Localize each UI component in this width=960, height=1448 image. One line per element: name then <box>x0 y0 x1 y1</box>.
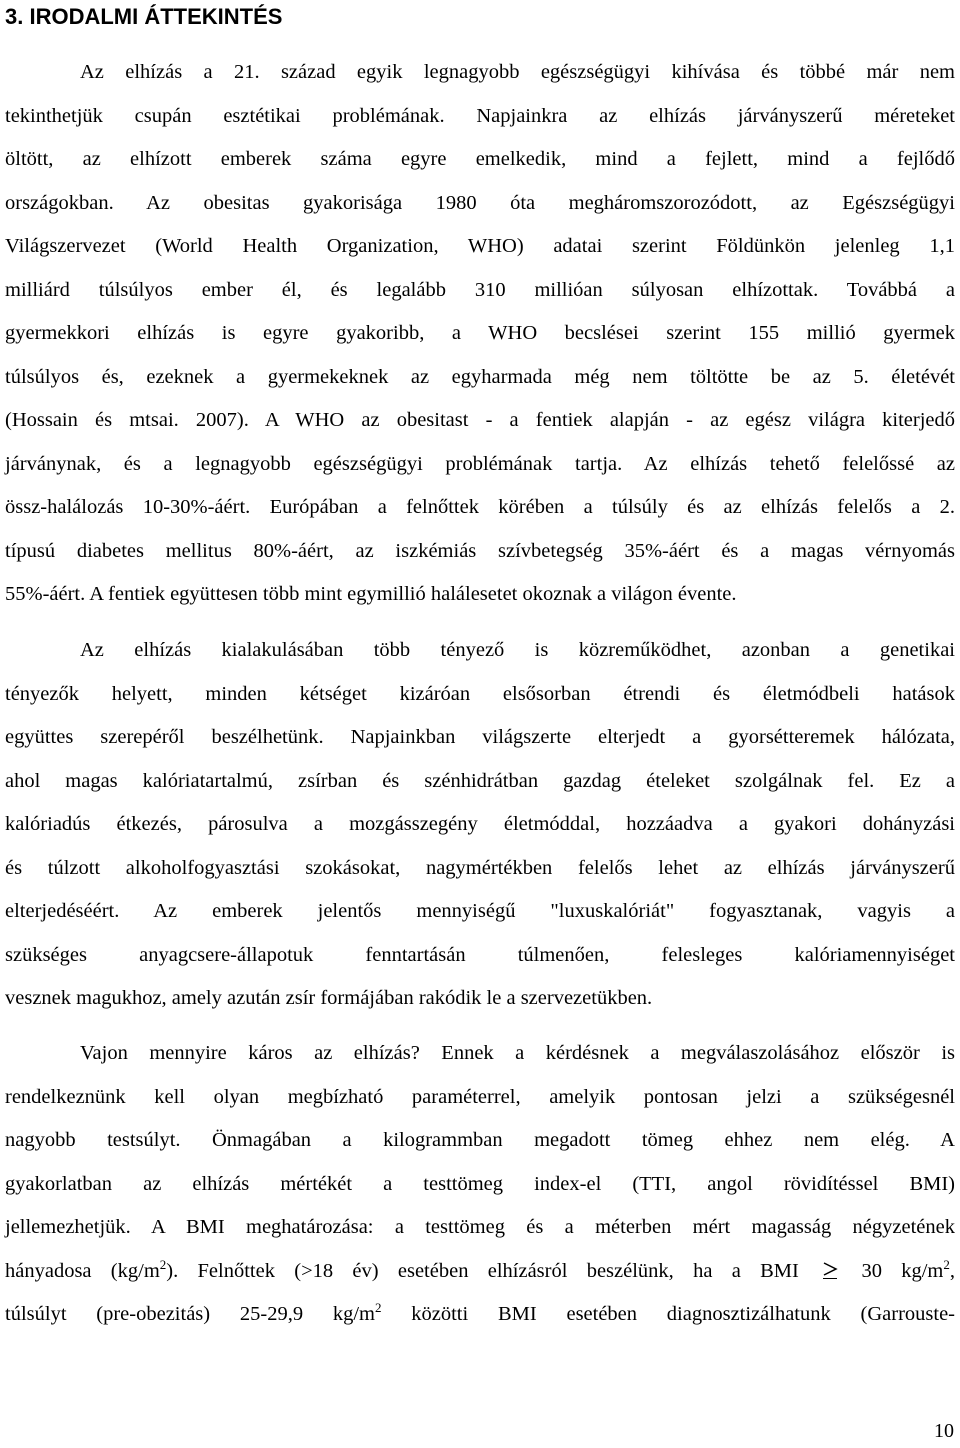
text-line: és túlzott alkoholfogyasztási szokásokat, nagymértékben felelős lehet az elhízás járványszerű <box>5 856 955 879</box>
text-line: gyakorlatban az elhízás mértékét a testtömeg index-el (TTI, angol rövidítéssel BMI) <box>5 1172 955 1195</box>
text-line: Világszervezet (World Health Organization, WHO) adatai szerint Földünkön jelenleg 1,1 <box>5 235 955 257</box>
text-line: öltött, az elhízott emberek száma egyre emelkedik, mind a fejlett, mind a fejlődő <box>5 148 955 170</box>
text-line: vesznek magukhoz, amely azután zsír formájában rakódik le a szervezetükben. <box>5 987 653 1009</box>
text-line: szükséges anyagcsere-állapotuk fenntartásán túlmenően, felesleges kalóriamennyiséget <box>5 943 955 966</box>
text-line: együttes szerepéről beszélhetünk. Napjainkban világszerte elterjedt a gyorsétteremek hálózata, <box>5 726 955 748</box>
text-line-bmi-definition <box>5 1250 955 1294</box>
text-line: országokban. Az obesitas gyakorisága 1980 óta megháromszorozódott, az Egészségügyi <box>5 191 955 214</box>
text-run: közötti BMI esetében diagnosztizálhatunk (Garrouste- <box>411 1303 956 1325</box>
text-line: nagyobb testsúlyt. Önmagában a kilogrammban megadott tömeg ehhez nem elég. A <box>5 1129 955 1151</box>
text-line: gyermekkori elhízás is egyre gyakoribb, a WHO becslései szerint 155 millió gyermek <box>5 322 955 344</box>
text-line: tényezők helyett, minden kétséget kizáróan elsősorban étrendi és életmódbeli hatások <box>5 682 955 705</box>
text-line: milliárd túlsúlyos ember él, és legalább 310 millióan súlyosan elhízottak. Továbbá a <box>5 278 955 301</box>
text-line: Az elhízás kialakulásában több tényező is közreműködhet, azonban a genetikai <box>80 639 955 661</box>
paragraph-3 <box>5 1032 955 1337</box>
superscript: 2 <box>159 1256 167 1272</box>
superscript: 2 <box>374 1300 382 1315</box>
text-line: rendelkeznünk kell olyan megbízható paraméterrel, amelyik pontosan jelzi a szükségesnél <box>5 1085 955 1108</box>
text-line: (Hossain és mtsai. 2007). A WHO az obesitast - a fentiek alapján - az egész világra kiterjedő <box>5 409 955 431</box>
text-line: Az elhízás a 21. század egyik legnagyobb egészségügyi kihívása és többé már nem <box>80 61 955 83</box>
text-line: Vajon mennyire káros az elhízás? Ennek a kérdésnek a megválaszolásához először is <box>80 1042 955 1064</box>
text-line: kalóriadús étkezés, párosulva a mozgásszegény életmóddal, hozzáadva a gyakori dohányzási <box>5 813 955 835</box>
text-line: ahol magas kalóriatartalmú, zsírban és szénhidrátban gazdag ételeket szolgálnak fel. Ez a <box>5 769 955 792</box>
text-run: , <box>949 1259 956 1282</box>
text-line: jellemezhetjük. A BMI meghatározása: a testtömeg és a méterben mért magasság négyzetének <box>5 1216 955 1238</box>
section-heading: 3. IRODALMI ÁTTEKINTÉS <box>5 4 283 29</box>
greater-than-or-equal-symbol <box>822 1261 838 1279</box>
text-run: ). Felnőttek (>18 év) esetében elhízásról beszélünk, ha a BMI <box>166 1259 799 1282</box>
page-number: 10 <box>934 1420 954 1442</box>
text-run: túlsúlyt (pre-obezitás) 25-29,9 kg/m <box>5 1303 375 1325</box>
text-line: típusú diabetes mellitus 80%-áért, az iszkémiás szívbetegség 35%-áért és a magas vérnyomás <box>5 539 955 562</box>
text-run: hányadosa (kg/m <box>5 1259 160 1282</box>
text-line: járványnak, és a legnagyobb egészségügyi problémának tartja. Az elhízás tehető felelőssé az <box>5 452 955 475</box>
superscript: 2 <box>943 1256 950 1272</box>
text-line: össz-halálozás 10-30%-áért. Európában a felnőttek körében a túlsúly és az elhízás felelős a 2. <box>5 496 955 518</box>
text-line: túlsúlyos és, ezeknek a gyermekeknek az egyharmada még nem töltötte be az 5. életévét <box>5 365 955 388</box>
text-run: 30 kg/m <box>861 1259 944 1282</box>
text-line-overweight-definition <box>5 1293 955 1337</box>
paragraph-2 <box>5 629 955 1021</box>
text-line: elterjedéséért. Az emberek jelentős mennyiségű "luxuskalóriát" fogyasztanak, vagyis a <box>5 900 955 922</box>
text-line: 55%-áért. A fentiek együttesen több mint egymillió halálesetet okoznak a világon évente. <box>5 583 737 605</box>
paragraph-1 <box>5 51 955 617</box>
text-line: tekinthetjük csupán esztétikai problémának. Napjainkra az elhízás járványszerű méreteket <box>5 104 955 127</box>
